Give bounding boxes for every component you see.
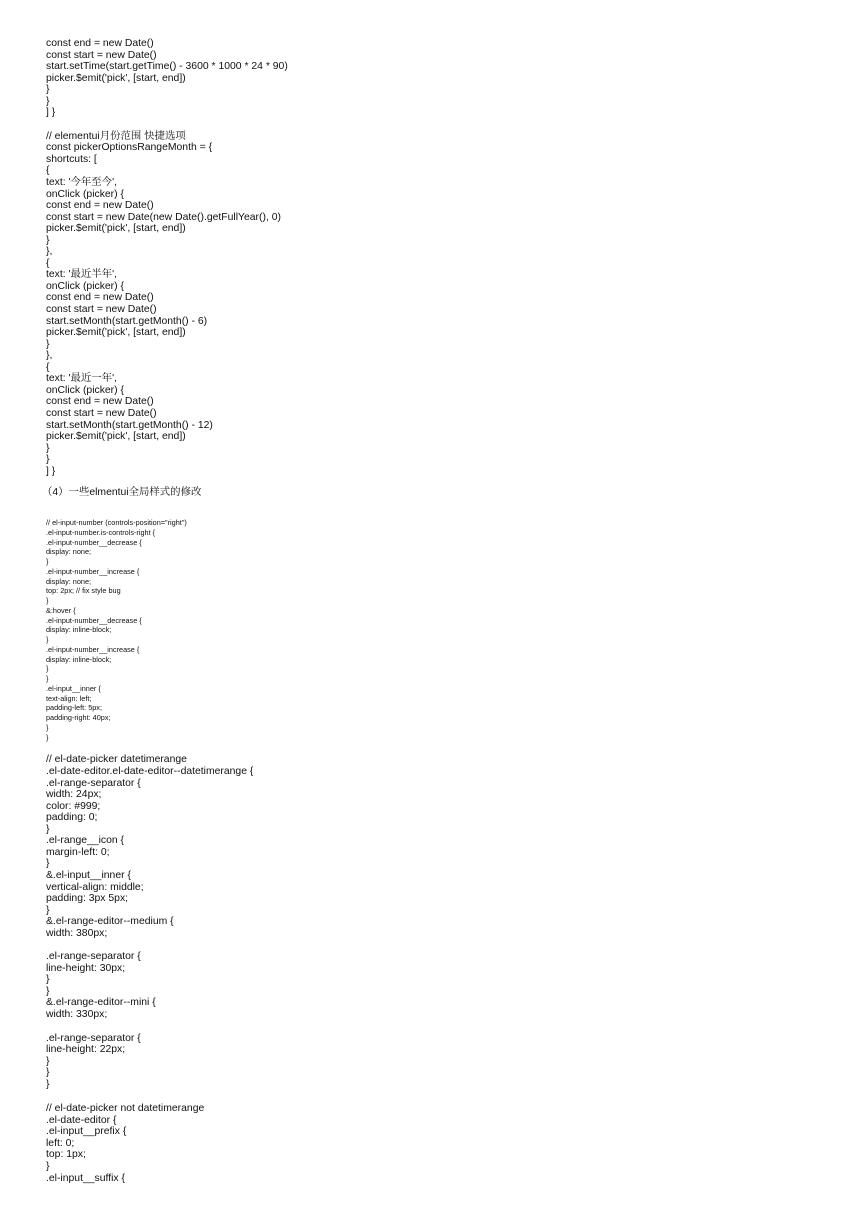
code-line: } xyxy=(46,858,50,870)
code-line: { xyxy=(46,165,50,177)
code-line: .el-input__suffix { xyxy=(46,1172,125,1184)
code-block-date-editor-styles xyxy=(46,1103,846,1184)
code-line: vertical-align: middle; xyxy=(46,881,144,893)
code-block-range-editor-mini xyxy=(46,1033,846,1091)
code-block-input-number-styles xyxy=(46,518,846,742)
code-line: .el-range-separator { xyxy=(46,1032,141,1044)
code-line: } xyxy=(46,732,49,742)
code-line: picker.$emit('pick', [start, end]) xyxy=(46,327,186,339)
code-line: line-height: 22px; xyxy=(46,1044,126,1056)
code-line: } xyxy=(46,557,49,567)
code-line: .el-date-editor.el-date-editor--datetimerange { xyxy=(46,766,254,778)
code-line: text: '今年至今', xyxy=(46,177,117,189)
code-line: text-align: left; xyxy=(46,693,92,703)
code-line: }, xyxy=(46,350,53,362)
code-line: const start = new Date() xyxy=(46,304,157,316)
code-line: // elementui月份范围 快捷选项 xyxy=(46,130,186,142)
code-line: } xyxy=(46,1078,50,1090)
code-line: onClick (picker) { xyxy=(46,384,124,396)
code-line: picker.$emit('pick', [start, end]) xyxy=(46,72,186,84)
code-block-datetimerange-styles xyxy=(46,754,846,939)
code-line: &.el-range-editor--medium { xyxy=(46,916,174,928)
code-line: .el-input-number__increase { xyxy=(46,644,140,654)
code-line: ] } xyxy=(46,465,56,477)
code-line: const end = new Date() xyxy=(46,200,154,212)
code-line: // el-date-picker datetimerange xyxy=(46,754,187,766)
code-line: margin-left: 0; xyxy=(46,846,110,858)
code-line: picker.$emit('pick', [start, end]) xyxy=(46,431,186,443)
code-line: } xyxy=(46,596,49,606)
code-line: left: 0; xyxy=(46,1137,75,1149)
code-line: { xyxy=(46,257,50,269)
code-line: display: none; xyxy=(46,547,92,557)
code-line: &.el-input__inner { xyxy=(46,869,131,881)
code-line: { xyxy=(46,361,50,373)
code-line: // el-date-picker not datetimerange xyxy=(46,1103,205,1115)
code-line: width: 330px; xyxy=(46,1008,108,1020)
code-line: const pickerOptionsRangeMonth = { xyxy=(46,142,213,154)
code-line: text: '最近一年', xyxy=(46,373,117,385)
code-line: }, xyxy=(46,246,53,258)
code-block-month-range-options xyxy=(46,131,846,477)
code-line: start.setMonth(start.getMonth() - 6) xyxy=(46,315,208,327)
code-line: } xyxy=(46,95,50,107)
code-line: shortcuts: [ xyxy=(46,153,97,165)
document-page xyxy=(42,38,846,1184)
code-line: text: '最近半年', xyxy=(46,269,117,281)
code-line: } xyxy=(46,904,50,916)
code-line: start.setMonth(start.getMonth() - 12) xyxy=(46,419,213,431)
code-line: const end = new Date() xyxy=(46,396,154,408)
code-line: padding: 3px 5px; xyxy=(46,893,129,905)
code-line: .el-range__icon { xyxy=(46,835,124,847)
code-line: .el-input-number__decrease { xyxy=(46,537,142,547)
code-line: line-height: 30px; xyxy=(46,962,126,974)
code-line: picker.$emit('pick', [start, end]) xyxy=(46,223,186,235)
code-line: .el-input-number__decrease { xyxy=(46,615,142,625)
code-block-range-editor-medium xyxy=(46,951,846,1020)
code-line: const start = new Date() xyxy=(46,49,157,61)
code-line: } xyxy=(46,664,49,674)
code-line: } xyxy=(46,674,49,684)
code-line: } xyxy=(46,974,50,986)
code-line: } xyxy=(46,338,50,350)
code-block-date-shortcut-end xyxy=(46,38,846,119)
code-line: display: inline-block; xyxy=(46,625,112,635)
code-line: padding-right: 40px; xyxy=(46,713,111,723)
code-line: .el-input__inner { xyxy=(46,683,101,693)
code-line: width: 380px; xyxy=(46,927,108,939)
code-line: padding-left: 5px; xyxy=(46,703,102,713)
code-line: display: none; xyxy=(46,576,92,586)
code-line: } xyxy=(46,1160,50,1172)
code-line: } xyxy=(46,1067,50,1079)
code-line: .el-range-separator { xyxy=(46,951,141,963)
code-line: .el-input__prefix { xyxy=(46,1126,127,1138)
code-line: const end = new Date() xyxy=(46,292,154,304)
code-line: .el-input-number.is-controls-right { xyxy=(46,527,156,537)
code-line: const end = new Date() xyxy=(46,38,154,49)
code-line: } xyxy=(46,635,49,645)
code-line: start.setTime(start.getTime() - 3600 * 1000 * 24 * 90) xyxy=(46,61,288,73)
code-line: const start = new Date(new Date().getFullYear(), 0) xyxy=(46,211,281,223)
code-line: color: #999; xyxy=(46,800,101,812)
code-line: &:hover { xyxy=(46,605,76,615)
code-line: } xyxy=(46,823,50,835)
code-line: } xyxy=(46,454,50,466)
code-line: } xyxy=(46,84,50,96)
code-line: display: inline-block; xyxy=(46,654,112,664)
code-line: } xyxy=(46,234,50,246)
code-line: padding: 0; xyxy=(46,812,98,824)
code-line: onClick (picker) { xyxy=(46,188,124,200)
code-line: } xyxy=(46,985,50,997)
code-line: } xyxy=(46,442,50,454)
code-line: onClick (picker) { xyxy=(46,280,124,292)
code-line: width: 24px; xyxy=(46,789,102,801)
section-heading: （4）一些elmentui全局样式的修改 xyxy=(42,487,202,499)
code-line: ] } xyxy=(46,107,56,119)
code-line: .el-date-editor { xyxy=(46,1114,117,1126)
code-line: top: 2px; // fix style bug xyxy=(46,586,121,596)
code-line: .el-range-separator { xyxy=(46,777,141,789)
code-line: top: 1px; xyxy=(46,1149,86,1161)
code-line: const start = new Date() xyxy=(46,407,157,419)
code-line: // el-input-number (controls-position="right") xyxy=(46,518,187,528)
code-line: .el-input-number__increase { xyxy=(46,566,140,576)
code-line: } xyxy=(46,1055,50,1067)
code-line: } xyxy=(46,722,49,732)
code-line: &.el-range-editor--mini { xyxy=(46,997,156,1009)
